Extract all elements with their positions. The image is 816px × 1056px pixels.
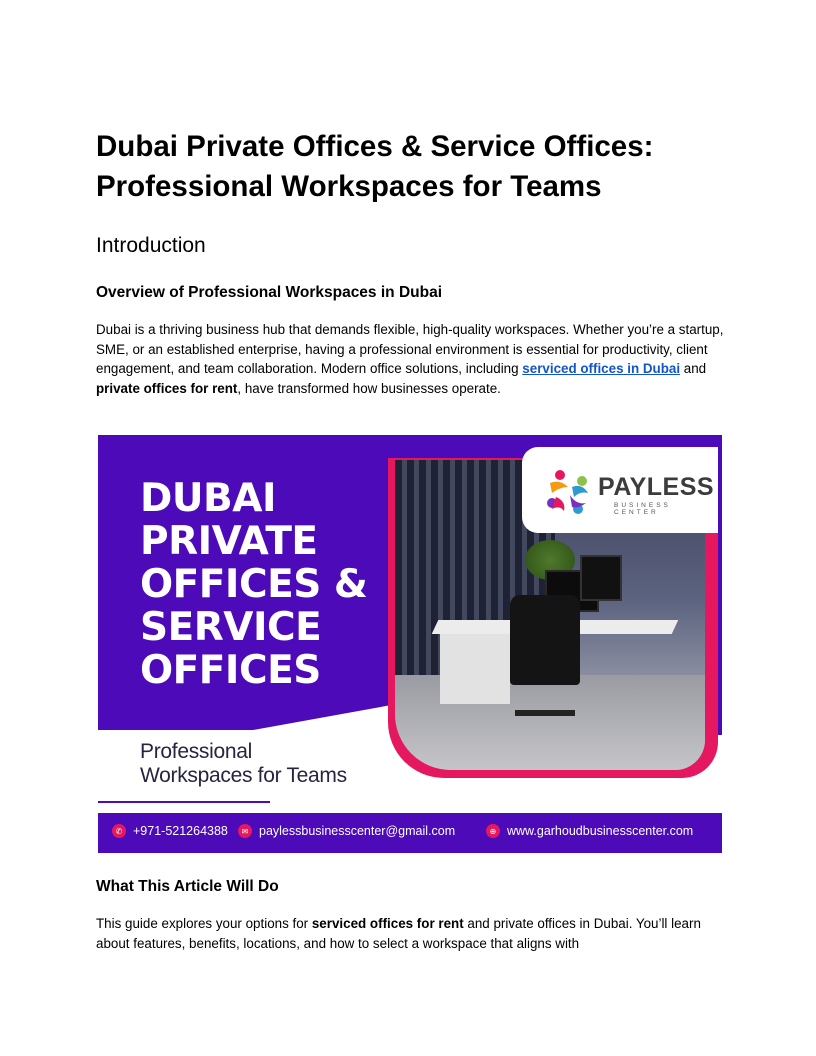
article-text-2: and private offices in Dubai. You’ll learn about features, benefits, locations, and how to select a workspace that aligns with: [96, 916, 701, 951]
title-line-2: Professional Workspaces for Teams: [96, 170, 602, 203]
article-text-1: This guide explores your options for: [96, 916, 312, 931]
serviced-offices-link[interactable]: serviced offices in Dubai: [522, 361, 681, 377]
email-address: paylessbusinesscenter@gmail.com: [259, 824, 456, 838]
desk-drawer: [440, 634, 510, 704]
subtitle-line-1: Professional: [140, 740, 252, 763]
banner-headline: [140, 477, 400, 692]
headline-line: OFFICES: [140, 648, 321, 693]
website-url: www.garhoudbusinesscenter.com: [507, 824, 694, 838]
subtitle-line-2: Workspaces for Teams: [140, 764, 347, 787]
page-title: [96, 127, 722, 207]
private-offices-bold: private offices for rent: [96, 380, 238, 396]
article-paragraph: [96, 914, 726, 953]
phone-icon: ✆: [112, 824, 126, 838]
phone-number: +971-521264388: [133, 824, 228, 838]
email-contact: [238, 824, 455, 838]
banner-image: [98, 435, 722, 853]
overview-paragraph: [96, 320, 726, 398]
article-subheading: What This Article Will Do: [96, 878, 279, 895]
banner-subtitle: [140, 740, 410, 788]
overview-text-2: and: [680, 361, 707, 377]
title-line-1: Dubai Private Offices & Service Offices:: [96, 130, 654, 163]
overview-subheading: Overview of Professional Workspaces in Dubai: [96, 284, 442, 301]
logo-people-icon: [542, 465, 594, 517]
headline-line: PRIVATE: [140, 519, 318, 564]
serviced-offices-rent-bold: serviced offices for rent: [311, 916, 464, 931]
phone-contact: [112, 824, 228, 838]
contact-bar: [98, 813, 722, 853]
headline-line: SERVICE: [140, 605, 322, 650]
overview-text-1: Dubai is a thriving business hub that demands flexible, high-quality workspaces. Whether you’re a startup, SME, or an established enterprise, having a professional environment is essential for productivity, client engagement, and team collaboration. Modern office solutions, including: [96, 322, 724, 377]
logo-tagline: BUSINESS CENTER: [614, 502, 671, 516]
globe-icon: ⊕: [486, 824, 500, 838]
office-chair-base: [515, 710, 575, 716]
banner-divider: [98, 801, 270, 803]
logo-name: PAYLESS: [598, 473, 715, 501]
payless-logo: [522, 447, 718, 533]
website-contact: [486, 824, 693, 838]
overview-text-3: , have transformed how businesses operate.: [237, 380, 501, 396]
introduction-heading: Introduction: [96, 234, 206, 257]
monitor: [580, 555, 622, 601]
headline-line: DUBAI: [140, 476, 276, 521]
office-chair: [510, 595, 580, 685]
headline-line: OFFICES &: [140, 562, 368, 607]
email-icon: ✉: [238, 824, 252, 838]
